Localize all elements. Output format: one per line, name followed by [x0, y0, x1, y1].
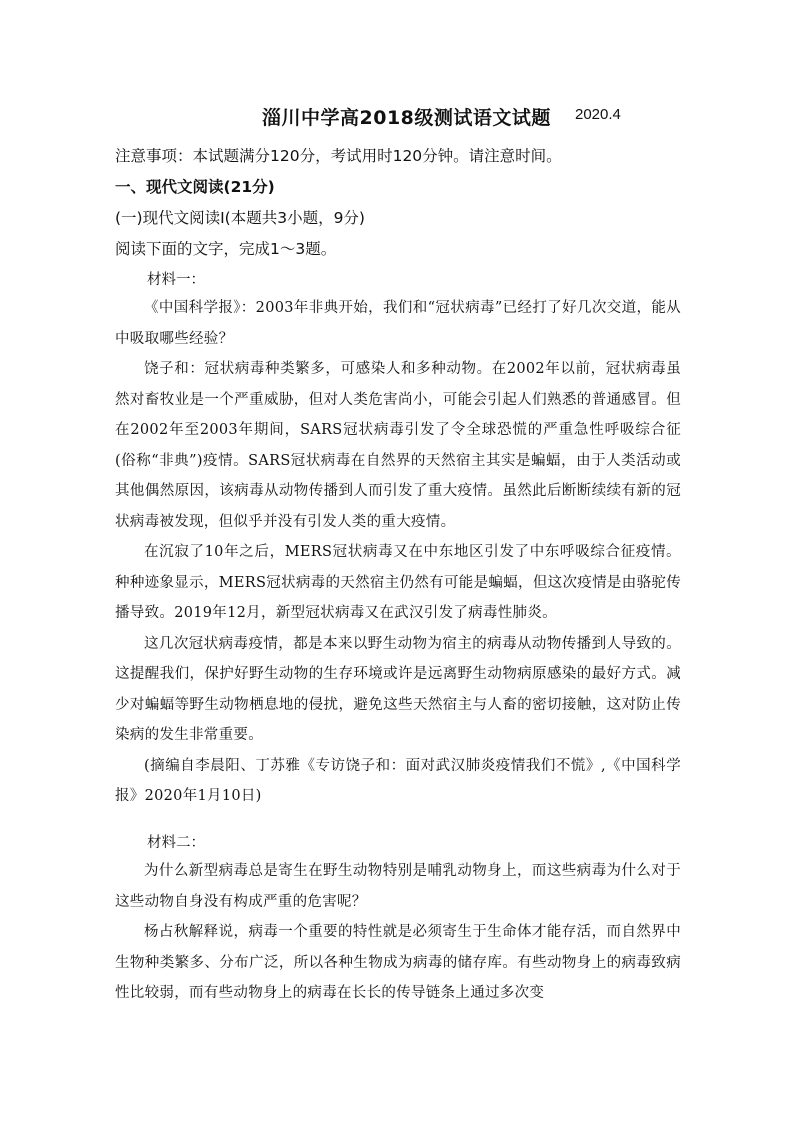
citation: (摘编自李晨阳、丁苏雅《专访饶子和：面对武汉肺炎疫情我们不慌》,《中国科学报》2020年1月10日) [115, 757, 681, 804]
paragraph: 这几次冠状病毒疫情，都是本来以野生动物为宿主的病毒从动物传播到人导致的。这提醒我们，保护好野生动物的生存环境或许是远离野生动物病原感染的最好方式。减少对蝙蝠等野生动物栖息地的侵扰，避免这些天然宿主与人畜的密切接触，这对防止传染病的发生非常重要。 [115, 635, 681, 743]
notice-text: 注意事项：本试题满分120分，考试用时120分钟。请注意时间。 [115, 147, 562, 165]
material-one-label: 材料一： [147, 272, 205, 288]
paragraph: 在沉寂了10年之后，MERS冠状病毒又在中东地区引发了中东呼吸综合征疫情。种种迹象显示，MERS冠状病毒的天然宿主仍然有可能是蝙蝠，但这次疫情是由骆驼传播导致。2019年12月，新型冠状病毒又在武汉引发了病毒性肺炎。 [115, 544, 681, 621]
material-two-body [115, 856, 681, 1009]
section-heading: 一、现代文阅读(21分) [115, 178, 275, 196]
subsection-heading: (一)现代文阅读I(本题共3小题，9分) [115, 209, 365, 227]
material-two-label: 材料二： [147, 835, 205, 851]
material-one-body [115, 293, 681, 812]
page-title: 淄川中学高2018级测试语文试题 [262, 107, 551, 129]
exam-date: 2020.4 [575, 106, 621, 123]
paragraph: 杨占秋解释说，病毒一个重要的特性就是必须寄生于生命体才能存活，而自然界中生物种类繁多、分布广泛，所以各种生物成为病毒的储存库。有些动物身上的病毒致病性比较弱，而有些动物身上的病毒在长长的传导链条上通过多次变 [115, 924, 681, 1001]
title-row [0, 103, 794, 133]
reading-instruction: 阅读下面的文字，完成1～3题。 [115, 240, 337, 258]
paragraph: 《中国科学报》：2003年非典开始，我们和“冠状病毒”已经打了好几次交道，能从中吸取哪些经验？ [115, 300, 681, 347]
paragraph: 为什么新型病毒总是寄生在野生动物特别是哺乳动物身上，而这些病毒为什么对于这些动物自身没有构成严重的危害呢？ [115, 863, 681, 910]
paragraph: 饶子和：冠状病毒种类繁多，可感染人和多种动物。在2002年以前，冠状病毒虽然对畜牧业是一个严重威胁，但对人类危害尚小，可能会引起人们熟悉的普通感冒。但在2002年至2003年期间，SARS冠状病毒引发了令全球恐慌的严重急性呼吸综合征(俗称“非典”)疫情。SARS冠状病毒在自然界的天然宿主其实是蝙蝠，由于人类活动或其他偶然原因，该病毒从动物传播到人而引发了重大疫情。虽然此后断断续续有新的冠状病毒被发现，但似乎并没有引发人类的重大疫情。 [115, 361, 681, 530]
